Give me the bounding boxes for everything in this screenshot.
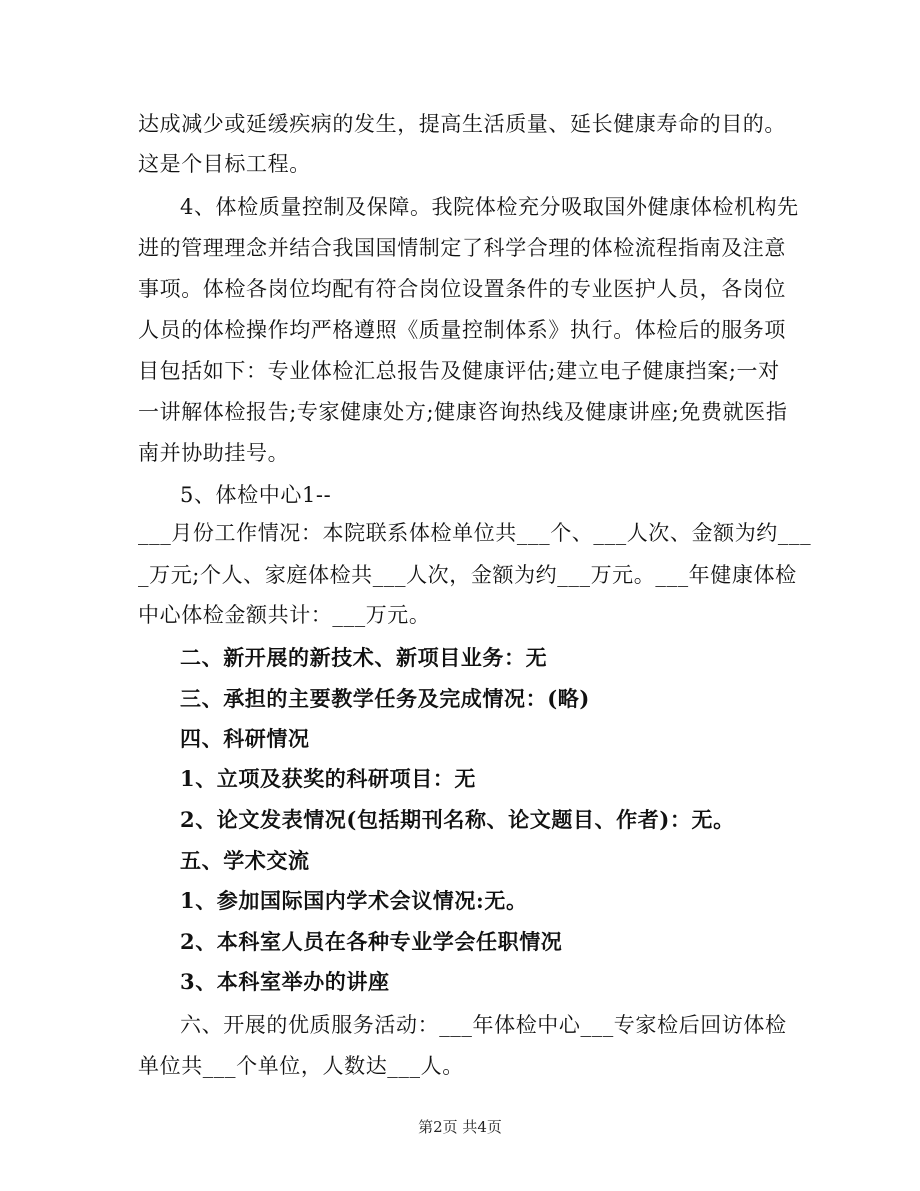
paragraph-line: 单位共___个单位，人数达___人。 — [138, 1054, 464, 1078]
paragraph-line: 六、开展的优质服务活动：___年体检中心___专家检后回访体检 — [180, 1013, 787, 1037]
section-heading: 三、承担的主要教学任务及完成情况：(略) — [180, 686, 590, 711]
paragraph-line: 达成减少或延缓疾病的发生，提高生活质量、延长健康寿命的目的。 — [138, 112, 786, 136]
page-number-footer: 第2页 共4页 — [418, 1118, 502, 1136]
paragraph-line: _万元;个人、家庭体检共___人次，金额为约___万元。___年健康体检 — [138, 563, 797, 587]
paragraph-line: 4、体检质量控制及保障。我院体检充分吸取国外健康体检机构先 — [180, 195, 799, 219]
section-heading: 二、新开展的新技术、新项目业务：无 — [180, 645, 548, 670]
paragraph-line: 南并协助挂号。 — [138, 441, 290, 465]
paragraph-line: 目包括如下：专业体检汇总报告及健康评估;建立电子健康挡案;一对 — [138, 359, 780, 383]
paragraph-line: 人员的体检操作均严格遵照《质量控制体系》执行。体检后的服务项 — [138, 318, 786, 342]
section-heading: 四、科研情况 — [180, 726, 310, 751]
subsection-heading: 1、参加国际国内学术会议情况:无。 — [180, 888, 528, 913]
paragraph-line: 这是个目标工程。 — [138, 152, 311, 176]
paragraph-line: 事项。体检各岗位均配有符合岗位设置条件的专业医护人员，各岗位 — [138, 277, 786, 301]
subsection-heading: 2、论文发表情况(包括期刊名称、论文题目、作者)：无。 — [180, 807, 735, 832]
subsection-heading: 1、立项及获奖的科研项目：无 — [180, 766, 477, 791]
subsection-heading: 3、本科室举办的讲座 — [180, 969, 390, 994]
section-heading: 五、学术交流 — [180, 848, 310, 873]
paragraph-line: 中心体检金额共计：___万元。 — [138, 603, 431, 627]
paragraph-line: ___月份工作情况：本院联系体检单位共___个、___人次、金额为约___ — [138, 521, 812, 545]
subsection-heading: 2、本科室人员在各种专业学会任职情况 — [180, 929, 563, 954]
paragraph-line: 进的管理理念并结合我国国情制定了科学合理的体检流程指南及注意 — [138, 236, 786, 260]
paragraph-line: 一讲解体检报告;专家健康处方;健康咨询热线及健康讲座;免费就医指 — [138, 400, 788, 424]
paragraph-line: 5、体检中心1-- — [180, 483, 332, 507]
